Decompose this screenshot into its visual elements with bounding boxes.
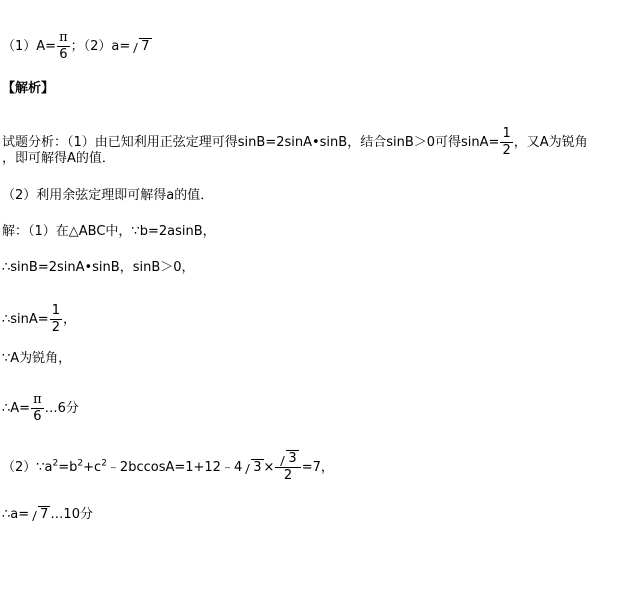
- superscript: 2: [101, 458, 107, 469]
- fraction-numerator: [275, 451, 300, 468]
- fraction-pi-over-6: [57, 30, 70, 63]
- solution-line-7-pre: ∴a=: [2, 507, 30, 522]
- solution-line-3: [2, 303, 76, 336]
- radicand: 3: [253, 460, 262, 475]
- solution-line-3-pre: ∴sinA=: [2, 312, 49, 327]
- eq-part: （2）∵a: [2, 460, 53, 475]
- fraction-denominator: 2: [51, 320, 60, 335]
- fraction-sinA: [50, 303, 62, 336]
- analysis-tail-text: ，又A为锐角: [513, 135, 588, 150]
- analysis-line-2: ，即可解得A的值．: [2, 151, 115, 166]
- solution-line-5: [2, 392, 79, 425]
- answer-line: [2, 30, 152, 63]
- fraction-numerator: π: [33, 392, 42, 407]
- fraction-denominator: 6: [59, 47, 68, 62]
- sqrt-three: [277, 451, 298, 467]
- solution-line-2: ∴sinB=2sinA•sinB，sinB＞0，: [2, 260, 195, 275]
- times-sign: ×: [263, 460, 275, 475]
- fraction-denominator: 2: [283, 468, 293, 483]
- radicand: 7: [141, 39, 150, 54]
- sqrt-three: [242, 459, 263, 477]
- superscript: 2: [52, 458, 59, 469]
- fraction-sqrt3-over-2: [275, 451, 300, 484]
- radicand: 7: [40, 507, 49, 522]
- eq-part: +c: [83, 460, 102, 475]
- solution-line-7-post: …10分: [50, 507, 93, 522]
- solution-line-4: ∵A为锐角，: [2, 351, 72, 366]
- fraction-numerator: π: [59, 30, 68, 45]
- analysis-line-3: （2）利用余弦定理即可解得a的值．: [2, 188, 214, 203]
- solution-line-7: [2, 506, 93, 524]
- analysis-lead-text: 试题分析：（1）由已知利用正弦定理可得sinB=2sinA•sinB，结合sinB＞0可得sinA=: [2, 135, 500, 150]
- solution-line-6: [2, 451, 334, 484]
- eq-part: =b: [58, 460, 78, 475]
- answer-separator: ；（2）a=: [70, 39, 131, 54]
- sqrt-seven: [29, 506, 50, 524]
- sqrt-seven: [130, 38, 151, 56]
- solution-line-1: 解：（1）在△ABC中，∵b=2asinB，: [2, 224, 216, 239]
- fraction-numerator: 1: [51, 303, 60, 318]
- eq-part: =7，: [301, 460, 334, 475]
- eq-part: ﹣2bccosA=1+12﹣4: [106, 460, 243, 475]
- answer-part1-label: （1）A=: [2, 39, 57, 54]
- superscript: 2: [77, 458, 84, 469]
- section-title: 【解析】: [2, 81, 55, 96]
- fraction-denominator: 6: [33, 409, 42, 424]
- fraction-A-value: [31, 392, 44, 425]
- fraction-denominator: 2: [502, 143, 511, 158]
- radicand: 3: [288, 451, 297, 466]
- solution-line-5-post: …6分: [44, 401, 79, 416]
- fraction-numerator: 1: [502, 126, 511, 141]
- solution-line-5-pre: ∴A=: [2, 401, 31, 416]
- fraction-one-half: [500, 126, 512, 159]
- solution-line-3-post: ，: [62, 312, 76, 327]
